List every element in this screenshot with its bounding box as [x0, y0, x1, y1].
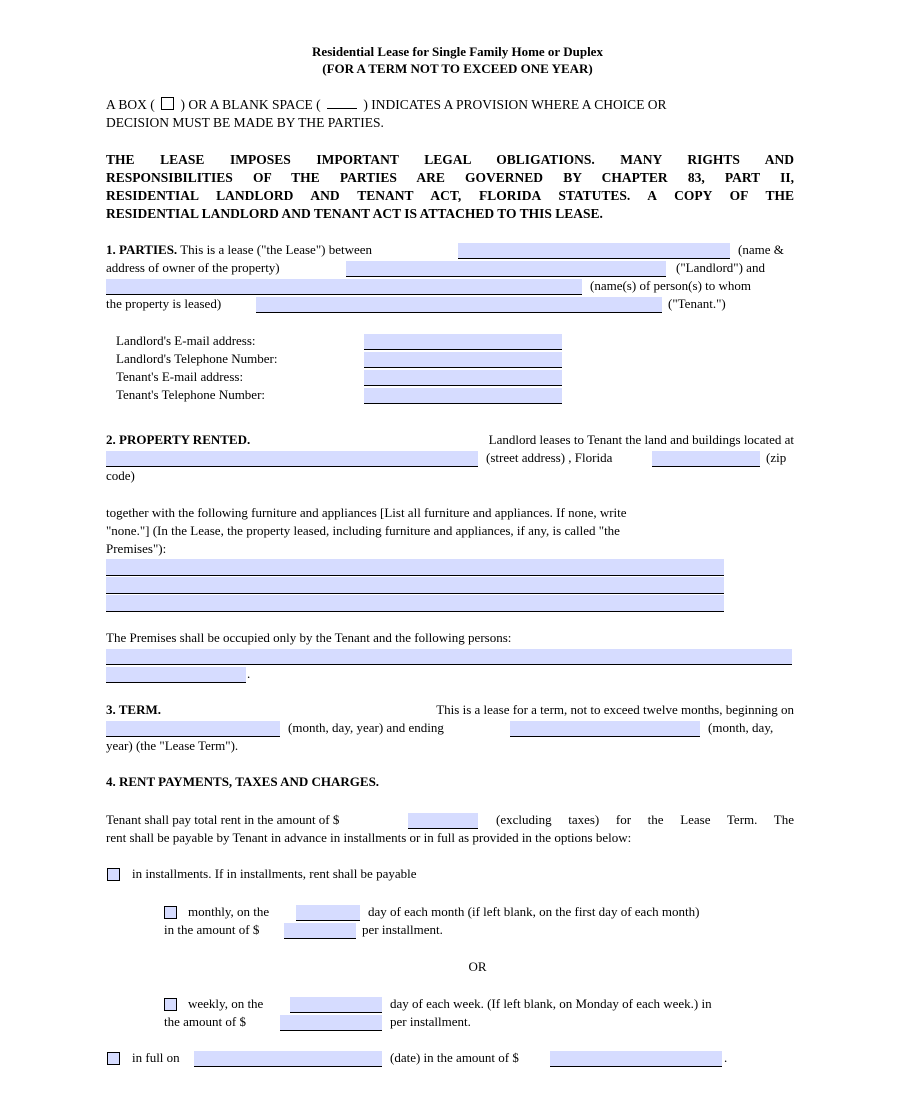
- document-title: Residential Lease for Single Family Home or Duplex: [312, 44, 603, 59]
- furniture-field-3[interactable]: [106, 595, 724, 612]
- full-payment-label: in full on: [132, 1050, 180, 1065]
- monthly-day-field[interactable]: [296, 905, 360, 921]
- tenant-phone-label: Tenant's Telephone Number:: [116, 387, 266, 402]
- rent-total-field[interactable]: [408, 813, 478, 829]
- landlord-address-field[interactable]: [346, 261, 666, 277]
- term-begin-label: (month, day, year) and ending: [288, 720, 444, 735]
- full-payment-checkbox[interactable]: [107, 1052, 120, 1065]
- monthly-per-label: per installment.: [362, 922, 443, 937]
- rent-excluding-label: (excluding taxes) for the Lease Term. The: [496, 812, 794, 827]
- furniture-field-1[interactable]: [106, 559, 724, 576]
- furniture-field-2[interactable]: [106, 577, 724, 594]
- rent-heading: 4. RENT PAYMENTS, TAXES AND CHARGES.: [106, 774, 380, 789]
- tenant-phone-field[interactable]: [364, 388, 562, 404]
- parties-line-1: [106, 242, 372, 258]
- street-address-label: (street address) , Florida: [486, 450, 613, 465]
- street-address-field[interactable]: [106, 451, 478, 467]
- monthly-checkbox[interactable]: [164, 906, 177, 919]
- landlord-email-label: Landlord's E-mail address:: [116, 333, 256, 348]
- property-line-1: [106, 432, 794, 448]
- weekly-per-label: per installment.: [390, 1014, 471, 1029]
- occupants-label: The Premises shall be occupied only by the Tenant and the following persons:: [106, 630, 512, 645]
- weekly-label: weekly, on the: [188, 996, 264, 1011]
- full-payment-date-field[interactable]: [194, 1051, 382, 1067]
- tenant-name-field-1[interactable]: [106, 279, 582, 295]
- parties-name-label: (name &: [738, 242, 784, 257]
- parties-tenant-desc: (name(s) of person(s) to whom: [590, 278, 752, 293]
- term-intro: This is a lease for a term, not to exceed twelve months, beginning on: [436, 702, 794, 717]
- weekly-amount-label: the amount of $: [164, 1014, 246, 1029]
- parties-intro: This is a lease ("the Lease") between: [180, 242, 373, 257]
- term-begin-field[interactable]: [106, 721, 280, 737]
- intro-box-symbol: [161, 97, 174, 110]
- tenant-email-label: Tenant's E-mail address:: [116, 369, 244, 384]
- monthly-amount-label: in the amount of $: [164, 922, 260, 937]
- installments-label: in installments. If in installments, rent shall be payable: [132, 866, 417, 881]
- landlord-phone-label: Landlord's Telephone Number:: [116, 351, 278, 366]
- term-end-field[interactable]: [510, 721, 700, 737]
- zip-code-field[interactable]: [652, 451, 760, 467]
- weekly-day-label: day of each week. (If left blank, on Monday of each week.) in: [390, 996, 712, 1011]
- term-heading: 3. TERM.: [106, 702, 162, 717]
- or-separator: OR: [468, 959, 487, 974]
- occupants-field-2[interactable]: [106, 667, 246, 683]
- parties-tenant-label: ("Tenant."): [668, 296, 726, 311]
- zip-label: (zip: [766, 450, 787, 465]
- landlord-phone-field[interactable]: [364, 352, 562, 368]
- intro-blank-text: ) OR A BLANK SPACE (: [180, 97, 321, 112]
- property-heading: 2. PROPERTY RENTED.: [106, 432, 251, 447]
- full-payment-period: .: [724, 1050, 728, 1065]
- rent-amount-label: Tenant shall pay total rent in the amount of $: [106, 812, 340, 827]
- warning-line-1: THE LEASE IMPOSES IMPORTANT LEGAL OBLIGATIONS. MANY RIGHTS AND: [106, 152, 794, 167]
- furniture-line-2: "none."] (In the Lease, the property leased, including furniture and appliances, if any, is called "the: [106, 523, 620, 538]
- furniture-line-1: together with the following furniture and appliances [List all furniture and appliances. If none, write: [106, 505, 627, 520]
- furniture-line-3: Premises"):: [106, 541, 167, 556]
- warning-line-3: RESIDENTIAL LANDLORD AND TENANT ACT, FLORIDA STATUTES. A COPY OF THE: [106, 188, 794, 203]
- intro-blank-symbol: [327, 108, 357, 109]
- parties-owner-label: address of owner of the property): [106, 260, 280, 275]
- occupants-field-1[interactable]: [106, 649, 792, 665]
- intro-line-2: DECISION MUST BE MADE BY THE PARTIES.: [106, 115, 384, 130]
- landlord-email-field[interactable]: [364, 334, 562, 350]
- term-lease-term-label: year) (the "Lease Term").: [106, 738, 239, 753]
- property-intro: Landlord leases to Tenant the land and buildings located at: [488, 432, 794, 447]
- code-label: code): [106, 468, 135, 483]
- weekly-checkbox[interactable]: [164, 998, 177, 1011]
- intro-box-text: A BOX (: [106, 97, 155, 112]
- full-payment-date-label: (date) in the amount of $: [390, 1050, 519, 1065]
- monthly-day-label: day of each month (if left blank, on the first day of each month): [368, 904, 700, 919]
- tenant-email-field[interactable]: [364, 370, 562, 386]
- parties-leased-label: the property is leased): [106, 296, 222, 311]
- warning-line-4: RESIDENTIAL LANDLORD AND TENANT ACT IS ATTACHED TO THIS LEASE.: [106, 206, 603, 221]
- rent-payable-label: rent shall be payable by Tenant in advance in installments or in full as provided in the options below:: [106, 830, 632, 845]
- monthly-label: monthly, on the: [188, 904, 270, 919]
- warning-line-2: RESPONSIBILITIES OF THE PARTIES ARE GOVERNED BY CHAPTER 83, PART II,: [106, 170, 794, 185]
- parties-landlord-label: ("Landlord") and: [676, 260, 765, 275]
- occupants-period: .: [247, 666, 251, 681]
- intro-provision-text: ) INDICATES A PROVISION WHERE A CHOICE OR: [363, 97, 667, 112]
- tenant-name-field-2[interactable]: [256, 297, 662, 313]
- installments-checkbox[interactable]: [107, 868, 120, 881]
- parties-heading: 1. PARTIES.: [106, 242, 178, 257]
- weekly-amount-field[interactable]: [280, 1015, 382, 1031]
- term-end-label: (month, day,: [708, 720, 774, 735]
- full-payment-amount-field[interactable]: [550, 1051, 722, 1067]
- landlord-name-field[interactable]: [458, 243, 730, 259]
- intro-line-1: [106, 97, 794, 113]
- document-subtitle: (FOR A TERM NOT TO EXCEED ONE YEAR): [322, 61, 593, 76]
- term-line-1: [106, 702, 794, 718]
- weekly-day-field[interactable]: [290, 997, 382, 1013]
- monthly-amount-field[interactable]: [284, 923, 356, 939]
